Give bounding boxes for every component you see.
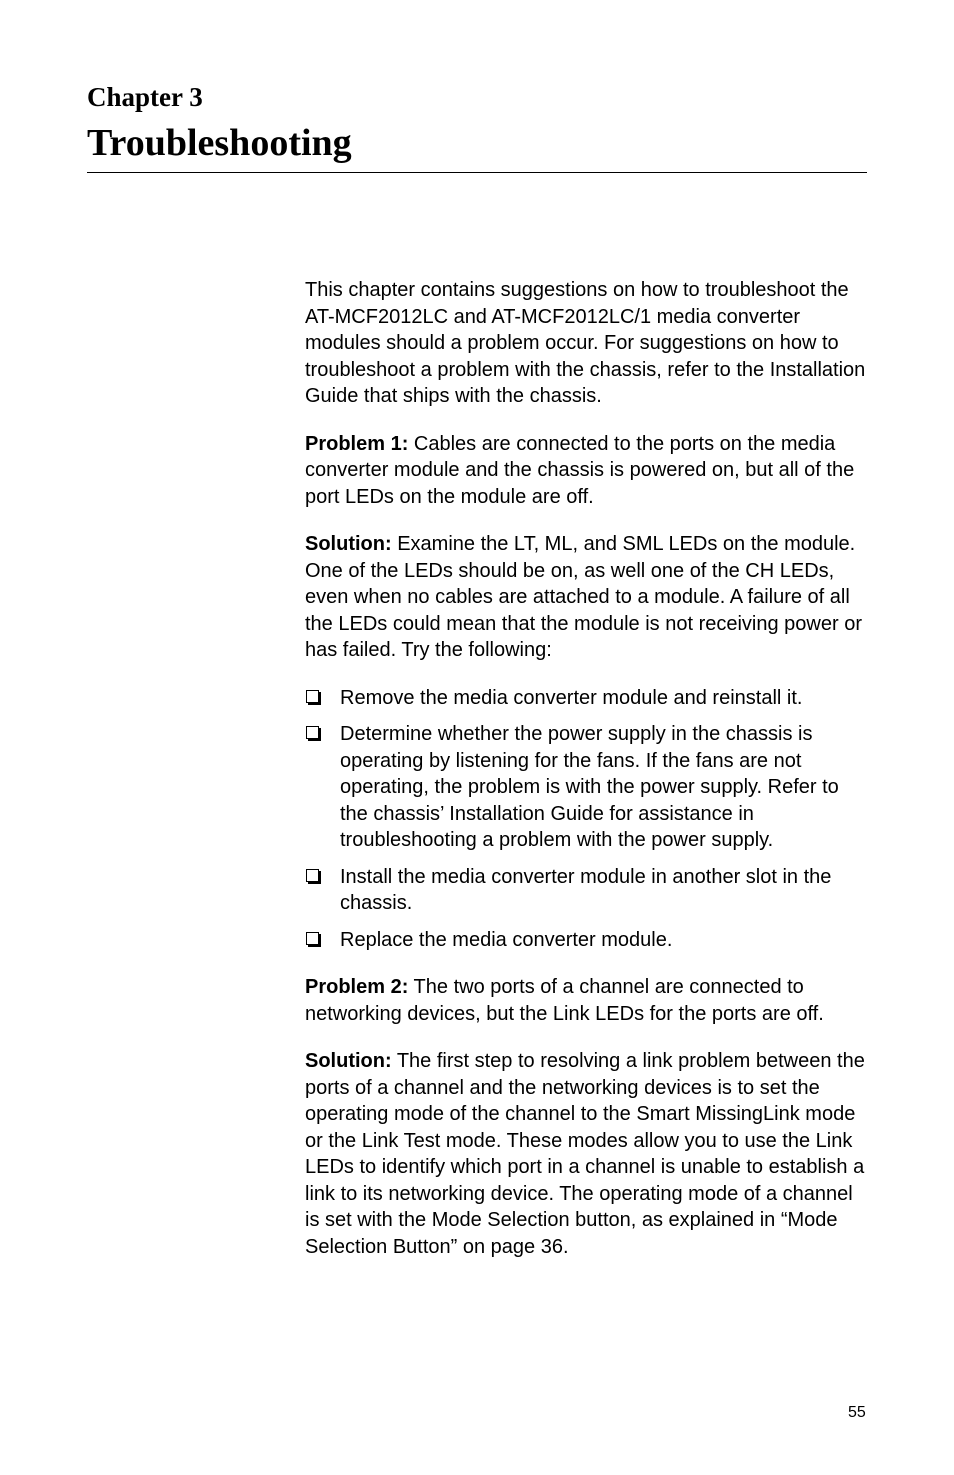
solution-1-steps: [305, 685, 870, 954]
list-item: [305, 721, 870, 854]
solution-2-text: The first step to resolving a link problem between the ports of a channel and the networking devices is to set the operating mode of the channel to the Smart MissingLink mode or the Link Test mode. These modes allow you to use the Link LEDs to identify which port in a channel is unable to establish a link to its networking device. The operating mode of a channel is set with the Mode Selection button, as explained in “Mode Selection Button” on page 36.: [305, 1050, 865, 1258]
list-item: [305, 927, 870, 954]
problem-2-text: The two ports of a channel are connected to networking devices, but the Link LEDs for the ports are off.: [305, 976, 824, 1025]
list-item-text: Install the media converter module in another slot in the chassis.: [340, 865, 832, 914]
problem-2-label: Problem 2:: [305, 976, 409, 998]
problem-2-paragraph: [305, 974, 870, 1027]
chapter-label: Chapter 3: [87, 82, 203, 112]
checkbox-square-icon: [306, 869, 319, 882]
solution-1-paragraph: [305, 531, 870, 664]
problem-1-text: Cables are connected to the ports on the media converter module and the chassis is powered on, but all of the port LEDs on the module are off.: [305, 432, 855, 508]
solution-2-label: Solution:: [305, 1050, 392, 1072]
intro-paragraph: This chapter contains suggestions on how to troubleshoot the AT-MCF2012LC and AT-MCF2012LC/1 media converter modules should a problem occur. For suggestions on how to troubleshoot a problem with the chassis, refer to the Installation Guide that ships with the chassis.: [305, 279, 866, 407]
body-column: [305, 277, 870, 1281]
checkbox-square-icon: [306, 690, 319, 703]
problem-1-label: Problem 1:: [305, 432, 409, 455]
list-item-text: Remove the media converter module and reinstall it.: [340, 686, 803, 709]
list-item-text: Determine whether the power supply in the chassis is operating by listening for the fans. If the fans are not operating, the problem is with the power supply. Refer to the chassis’ Installation Guide for assistance in troubleshooting a problem with the power supply.: [340, 723, 839, 851]
list-item: [305, 864, 870, 917]
problem-1-paragraph: [305, 431, 870, 511]
list-item-text: Replace the media converter module.: [340, 928, 673, 951]
solution-2-paragraph: [305, 1048, 870, 1260]
solution-1-label: Solution:: [305, 533, 392, 555]
chapter-title: Troubleshooting: [87, 122, 352, 164]
checkbox-square-icon: [306, 726, 319, 739]
list-item: [305, 685, 870, 712]
page-number: 55: [848, 1404, 866, 1421]
solution-1-text: Examine the LT, ML, and SML LEDs on the module. One of the LEDs should be on, as well one of the CH LEDs, even when no cables are attached to a module. A failure of all the LEDs could mean that the module is not receiving power or has failed. Try the following:: [305, 533, 862, 661]
checkbox-square-icon: [306, 932, 319, 945]
title-divider: [87, 172, 867, 173]
